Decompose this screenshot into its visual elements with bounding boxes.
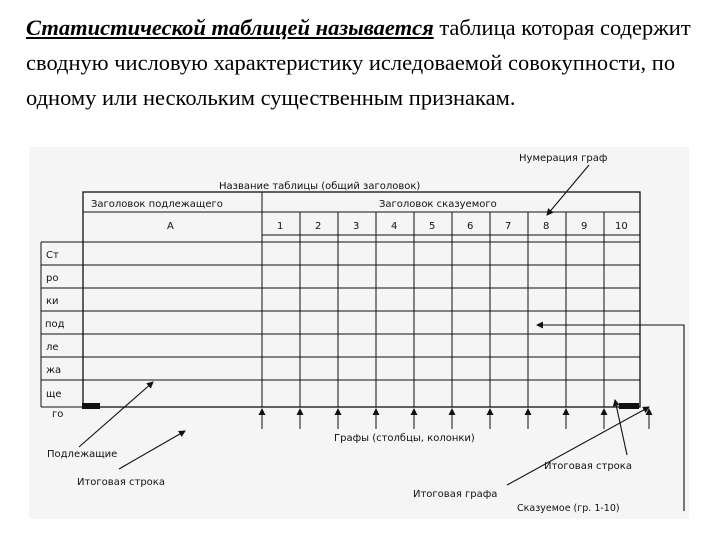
column-number: 9 xyxy=(581,221,588,232)
column-arrows xyxy=(262,409,649,429)
column-number: 2 xyxy=(315,221,322,232)
column-number: 5 xyxy=(429,221,436,232)
definition-term: Статистической таблицей называется xyxy=(26,15,434,40)
column-number: 8 xyxy=(543,221,550,232)
column-a-label: А xyxy=(167,221,174,232)
predicate-label: Сказуемое (гр. 1-10) xyxy=(517,503,620,514)
total-row-left-arrow xyxy=(119,431,185,469)
table-diagram xyxy=(29,147,689,519)
total-row-marks xyxy=(82,403,639,409)
definition-rest: таблица которая содержит сводную числовую характеристику иследоваемой совокупности, по одному или нескольким существенным признакам. xyxy=(26,15,691,110)
column-number: 10 xyxy=(615,221,628,232)
table-diagram-svg xyxy=(29,147,689,519)
column-number: 4 xyxy=(391,221,398,232)
row-label: ро xyxy=(46,273,59,284)
total-column-label: Итоговая графа xyxy=(413,489,498,500)
row-label: ще xyxy=(46,389,62,400)
subject-arrow xyxy=(79,382,153,447)
predicate-header: Заголовок сказуемого xyxy=(379,199,497,210)
columns-label: Графы (столбцы, колонки) xyxy=(334,433,475,444)
column-number: 3 xyxy=(353,221,360,232)
definition-text xyxy=(26,10,706,115)
table-title: Название таблицы (общий заголовок) xyxy=(219,181,421,192)
subject-header: Заголовок подлежащего xyxy=(91,199,223,210)
row-labels xyxy=(45,250,65,420)
total-row-right-label: Итоговая строка xyxy=(544,461,632,472)
row-label: го xyxy=(52,409,64,420)
row-label: под xyxy=(45,319,65,330)
column-numbering-label: Нумерация граф xyxy=(519,153,608,164)
column-number: 7 xyxy=(505,221,512,232)
subject-label: Подлежащие xyxy=(47,449,118,460)
total-row-left-label: Итоговая строка xyxy=(77,477,165,488)
predicate-bracket xyxy=(537,325,684,511)
row-label: ки xyxy=(46,296,59,307)
column-number: 6 xyxy=(467,221,474,232)
column-number: 1 xyxy=(277,221,284,232)
row-label: Ст xyxy=(46,250,59,261)
numbering-arrow xyxy=(547,165,589,215)
row-label: ле xyxy=(46,342,59,353)
row-label: жа xyxy=(46,365,62,376)
